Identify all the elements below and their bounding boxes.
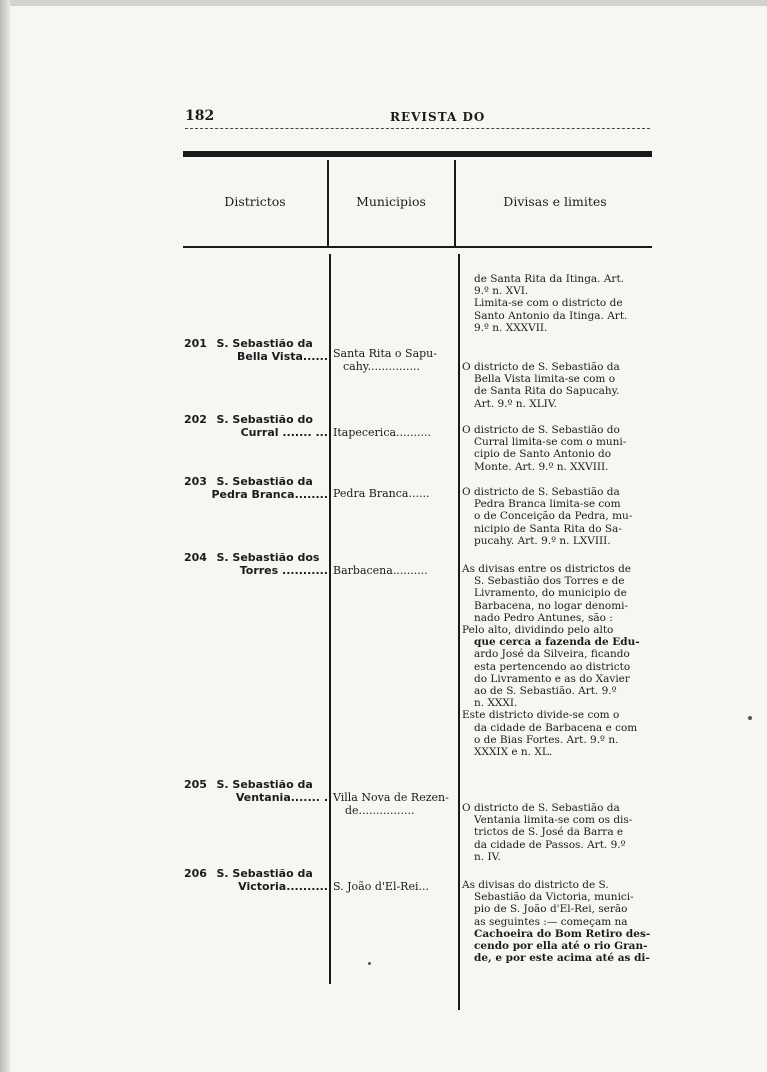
text-line: As divisas do districto de S.	[462, 879, 609, 891]
district-name-cont: Pedra Branca........	[211, 488, 328, 501]
text-line: de Santa Rita da Itinga. Art.	[474, 273, 625, 285]
table-top-rule	[183, 151, 652, 157]
text-line: esta pertencendo ao districto	[474, 660, 631, 673]
boundary-text-204	[462, 563, 662, 758]
municipality-line: de................	[345, 803, 415, 817]
column-divider-2	[454, 160, 456, 246]
district-name-cont: Victoria..........	[238, 880, 328, 893]
text-line: do Livramento e as do Xavier	[474, 672, 630, 685]
district-name: S. Sebastião dos	[216, 551, 320, 564]
text-line: de Santa Rita do Sapucahy.	[474, 385, 620, 398]
district-entry-202	[184, 414, 328, 442]
municipality-line: Pedra Branca......	[333, 487, 430, 500]
boundary-text-205	[462, 802, 662, 863]
district-entry-204	[184, 552, 328, 580]
entry-number: 203	[184, 475, 207, 488]
text-line: Santo Antonio da Itinga. Art.	[474, 309, 628, 322]
column-heading-districts: Districtos	[224, 194, 286, 209]
text-line: Bella Vista limita-se com o	[474, 373, 616, 386]
district-entry-201	[184, 338, 328, 366]
municipality-205	[333, 792, 458, 817]
district-name: S. Sebastião da	[216, 778, 313, 791]
text-line: da cidade de Passos. Art. 9.º	[474, 838, 626, 851]
text-line: as seguintes :— começam na	[474, 915, 628, 928]
text-line: da cidade de Barbacena e com	[474, 721, 638, 734]
text-line: nicipio de Santa Rita do Sa-	[474, 522, 622, 535]
text-line: 9.º n. XVI.	[474, 285, 529, 298]
text-line: Art. 9.º n. XLIV.	[474, 397, 557, 410]
table-header-rule	[183, 246, 652, 248]
district-entry-205	[184, 779, 328, 807]
text-line: pio de S. João d'El-Rei, serão	[474, 903, 628, 916]
text-line: Monte. Art. 9.º n. XXVIII.	[474, 460, 609, 473]
boundary-text-206	[462, 879, 662, 964]
text-line: O districto de S. Sebastião da	[462, 802, 620, 814]
entry-number: 205	[184, 778, 207, 791]
carryover-boundary-text	[462, 273, 662, 334]
district-name-cont: Ventania....... .	[235, 791, 328, 804]
entry-number: 204	[184, 551, 207, 564]
text-line: cendo por ella até o rio Gran-	[474, 940, 648, 953]
text-line: Limita-se com o districto de	[474, 297, 623, 310]
text-line: Curral limita-se com o muni-	[474, 436, 627, 449]
text-line: Ventania limita-se com os dis-	[474, 814, 633, 827]
text-line: cipio de Santo Antonio do	[474, 448, 612, 461]
text-line: Este districto divide-se com o	[462, 709, 620, 722]
text-line: Livramento, do municipio de	[474, 587, 627, 600]
page-top-edge	[0, 0, 767, 6]
municipality-line: Santa Rita o Sapu-	[333, 347, 437, 360]
municipality-line: cahy...............	[343, 359, 421, 373]
district-name: S. Sebastião da	[216, 867, 313, 880]
text-line: XXXIX e n. XL.	[474, 746, 553, 759]
text-line: O districto de S. Sebastião da	[462, 361, 620, 373]
boundary-text-201	[462, 361, 662, 410]
municipality-line: Villa Nova de Rezen-	[333, 791, 449, 804]
text-line: O districto de S. Sebastião da	[462, 486, 620, 498]
text-line: Cachoeira do Bom Retiro des-	[474, 927, 651, 940]
entry-number: 206	[184, 867, 207, 880]
district-name-cont: Curral ....... ...	[240, 426, 328, 439]
text-line: 9.º n. XXXVII.	[474, 321, 548, 334]
district-entry-206	[184, 868, 328, 896]
text-line: n. IV.	[474, 850, 501, 863]
text-line: As divisas entre os districtos de	[462, 563, 632, 575]
text-line: pucahy. Art. 9.º n. LXVIII.	[474, 534, 611, 547]
scan-speck	[368, 962, 371, 965]
text-line: trictos de S. José da Barra e	[474, 826, 624, 839]
column-divider-1-body	[329, 254, 331, 984]
column-heading-municipalities: Municipios	[356, 194, 426, 209]
text-line: ardo José da Silveira, ficando	[474, 648, 630, 661]
running-head	[185, 108, 650, 128]
text-line: Pedra Branca limita-se com	[474, 498, 621, 511]
district-name: S. Sebastião da	[216, 475, 313, 488]
municipality-204	[333, 565, 458, 578]
page-binding-edge	[0, 0, 10, 1072]
municipality-line: S. João d'El-Rei...	[333, 880, 429, 893]
text-line: O districto de S. Sebastião do	[462, 424, 620, 436]
scan-speck	[748, 716, 752, 720]
column-divider-1	[327, 160, 329, 246]
district-name: S. Sebastião do	[216, 413, 313, 426]
text-line: n. XXXI.	[474, 697, 518, 710]
text-line: o de Conceição da Pedra, mu-	[474, 510, 633, 523]
page-number: 182	[185, 108, 215, 124]
municipality-202	[333, 427, 458, 440]
journal-title: REVISTA DO	[390, 110, 486, 124]
municipality-203	[333, 488, 458, 501]
header-rule	[185, 128, 650, 129]
district-name-cont: Torres ...........	[239, 564, 328, 577]
text-line: ao de S. Sebastião. Art. 9.º	[474, 685, 617, 698]
text-line: Pelo alto, dividindo pelo alto	[462, 624, 614, 637]
municipality-201	[333, 348, 458, 373]
text-line: nado Pedro Antunes, são :	[474, 611, 613, 624]
boundary-text-202	[462, 424, 662, 473]
municipality-line: Itapecerica..........	[333, 426, 432, 439]
text-line: Sebastião da Victoria, munici-	[474, 891, 634, 904]
column-heading-boundaries: Divisas e limites	[503, 194, 607, 209]
municipality-206	[333, 881, 458, 894]
district-entry-203	[184, 476, 328, 504]
entry-number: 202	[184, 413, 207, 426]
entry-number: 201	[184, 337, 207, 350]
district-name: S. Sebastião da	[216, 337, 313, 350]
text-line: Barbacena, no logar denomi-	[474, 599, 629, 612]
text-line: que cerca a fazenda de Edu-	[474, 636, 640, 649]
text-line: S. Sebastião dos Torres e de	[474, 575, 625, 588]
municipality-line: Barbacena..........	[333, 564, 428, 577]
text-line: o de Bias Fortes. Art. 9.º n.	[474, 733, 619, 746]
boundary-text-203	[462, 486, 662, 547]
column-divider-2-body	[458, 254, 460, 1010]
district-name-cont: Bella Vista......	[236, 350, 328, 363]
text-line: de, e por este acima até as di-	[474, 952, 650, 965]
